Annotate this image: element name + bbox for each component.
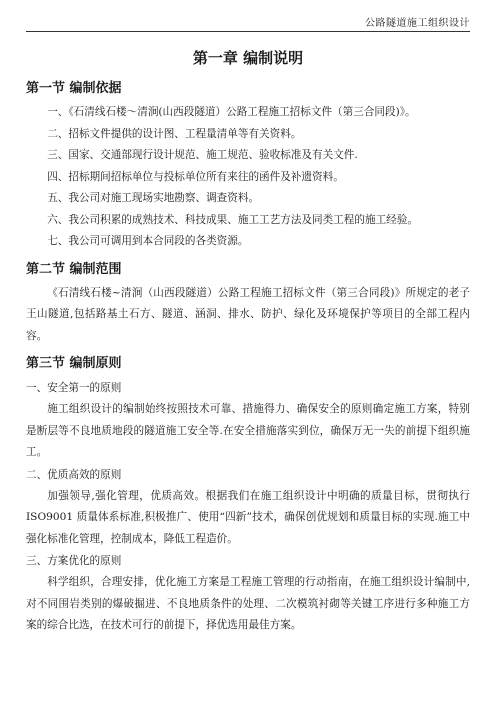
section-heading-scope: 第二节 编制范围 <box>26 261 122 277</box>
running-header: 公路隧道施工组织设计 <box>365 18 470 29</box>
basis-item: 六、我公司积累的成熟技术、科技成果、施工工艺方法及同类工程的施工经验。 <box>47 213 418 226</box>
principle-body-quality: 加强领导,强化管理，优质高效。根据我们在施工组织设计中明确的质量目标，贯彻执行 ISO9001 质量体系标准,积极推广、使用“四新”技术，确保创优规划和质量目标的实现.施工中强化标准化管理，控制成本，降低工程造价。 <box>26 489 470 545</box>
header-rule <box>26 31 470 32</box>
basis-item: 二、招标文件提供的设计图、工程量清单等有关资料。 <box>47 127 302 140</box>
basis-item: 四、招标期间招标单位与投标单位所有来往的函件及补遗资料。 <box>47 170 344 183</box>
basis-item: 一、《石清线石楼～清涧(山西段隧道）公路工程施工招标文件（第三合同段)》。 <box>47 106 416 118</box>
section-heading-principles: 第三节 编制原则 <box>26 356 122 371</box>
basis-item: 七、我公司可调用到本合同段的各类资源。 <box>47 235 249 247</box>
chapter-title: 第一章 编制说明 <box>192 49 304 67</box>
scope-paragraph: 《石清线石楼~清涧（山西段隧道）公路工程施工招标文件（第三合同段)》所规定的老子王山隧道,包括路基土石方、隧道、涵洞、排水、防护、绿化及环境保护等项目的全部工程内容。 <box>26 286 470 342</box>
document-body <box>26 46 470 637</box>
basis-item: 三、国家、交通部现行设计规范、施工规范、验收标准及有关文件. <box>47 149 358 161</box>
principle-body-optimization: 科学组织，合理安排，优化施工方案是工程施工管理的行动指南，在施工组织设计编制中,对不同围岩类别的爆破掘进、不良地质条件的处理、二次模筑衬砌等关键工序进行多种施工方案的综合比选，在技术可行的前提下，择优选用最佳方案。 <box>26 576 470 631</box>
principle-title-safety: 一、安全第一的原则 <box>26 382 122 394</box>
principle-title-quality: 二、优质高效的原则 <box>26 468 122 481</box>
section-heading-basis: 第一节 编制依据 <box>26 81 122 96</box>
basis-item: 五、我公司对施工现场实地勘察、调查资料。 <box>47 192 260 204</box>
principle-title-optimization: 三、方案优化的原则 <box>26 555 122 567</box>
principle-body-safety: 施工组织设计的编制始终按照技术可靠、措施得力、确保安全的原则确定施工方案，特别是断层等不良地质地段的隧道施工安全等.在安全措施落实到位，确保万无一失的前提下组织施工。 <box>26 403 470 458</box>
